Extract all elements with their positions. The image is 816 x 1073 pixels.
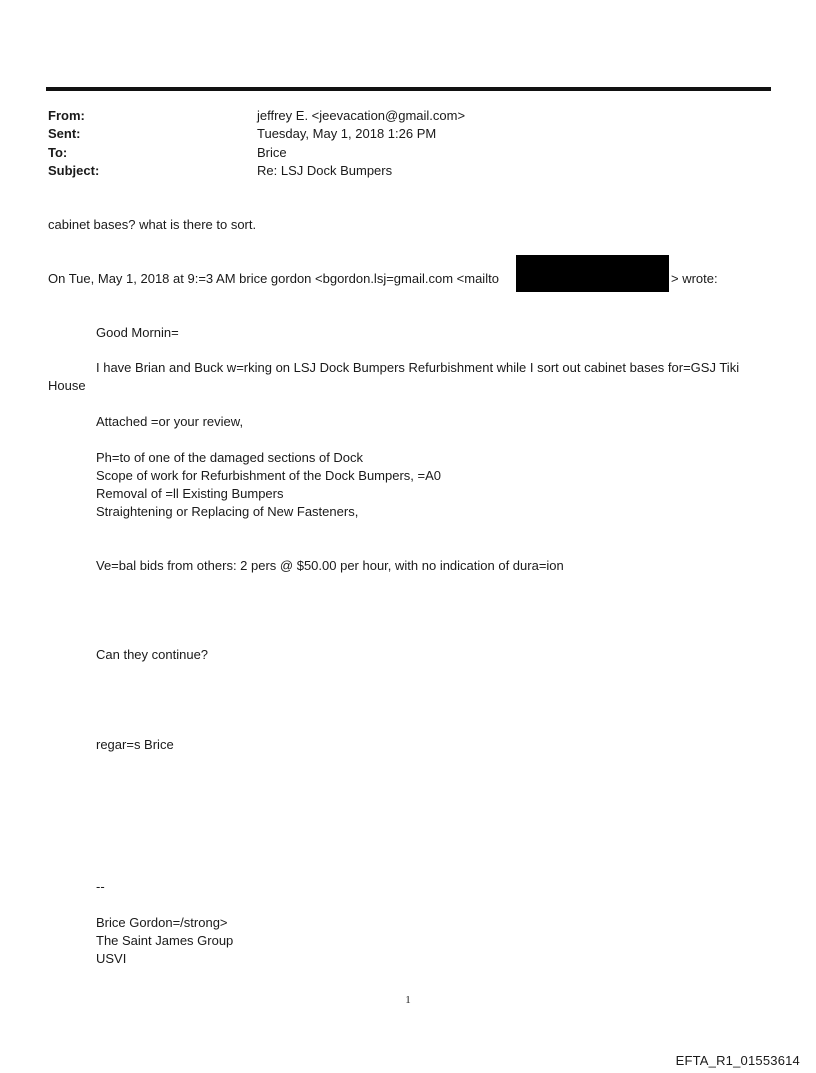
attached-line: Attached =or your review, [96, 414, 244, 429]
signature-name: Brice Gordon=/strong> [96, 915, 228, 930]
list-item: Removal of =ll Existing Bumpers [96, 486, 284, 501]
signature-company: The Saint James Group [96, 933, 234, 948]
bids-line: Ve=bal bids from others: 2 pers @ $50.00 per hour, with no indication of dura=ion [96, 558, 564, 573]
document-id: EFTA_R1_01553614 [675, 1053, 800, 1068]
quote-intro-end: > wrote: [671, 271, 718, 286]
quote-intro: On Tue, May 1, 2018 at 9:=3 AM brice gordon <bgordon.lsj=gmail.com <mailto [48, 271, 499, 286]
header-rule [46, 87, 771, 91]
signature-location: USVI [96, 951, 127, 966]
paragraph-line-2: House [48, 378, 86, 393]
subject-label: Subject: [48, 163, 100, 178]
signature-separator: -- [96, 879, 105, 894]
redaction-box [516, 255, 669, 292]
question-line: Can they continue? [96, 647, 209, 662]
from-label: From: [48, 108, 85, 123]
reply-text: cabinet bases? what is there to sort. [48, 217, 257, 232]
from-value: jeffrey E. <jeevacation@gmail.com> [257, 108, 466, 123]
list-item: Straightening or Replacing of New Fasteners, [96, 504, 359, 519]
subject-value: Re: LSJ Dock Bumpers [257, 163, 393, 178]
regards-line: regar=s Brice [96, 737, 174, 752]
sent-label: Sent: [48, 126, 81, 141]
sent-value: Tuesday, May 1, 2018 1:26 PM [257, 126, 437, 141]
to-value: Brice [257, 145, 287, 160]
list-item: Scope of work for Refurbishment of the Dock Bumpers, =A0 [96, 468, 442, 483]
page-number: 1 [405, 994, 411, 1006]
to-label: To: [48, 145, 68, 160]
paragraph-line-1: I have Brian and Buck w=rking on LSJ Dock Bumpers Refurbishment while I sort out cabinet bases for=GSJ Tiki [96, 360, 740, 375]
list-item: Ph=to of one of the damaged sections of Dock [96, 450, 364, 465]
greeting: Good Mornin= [96, 325, 179, 340]
